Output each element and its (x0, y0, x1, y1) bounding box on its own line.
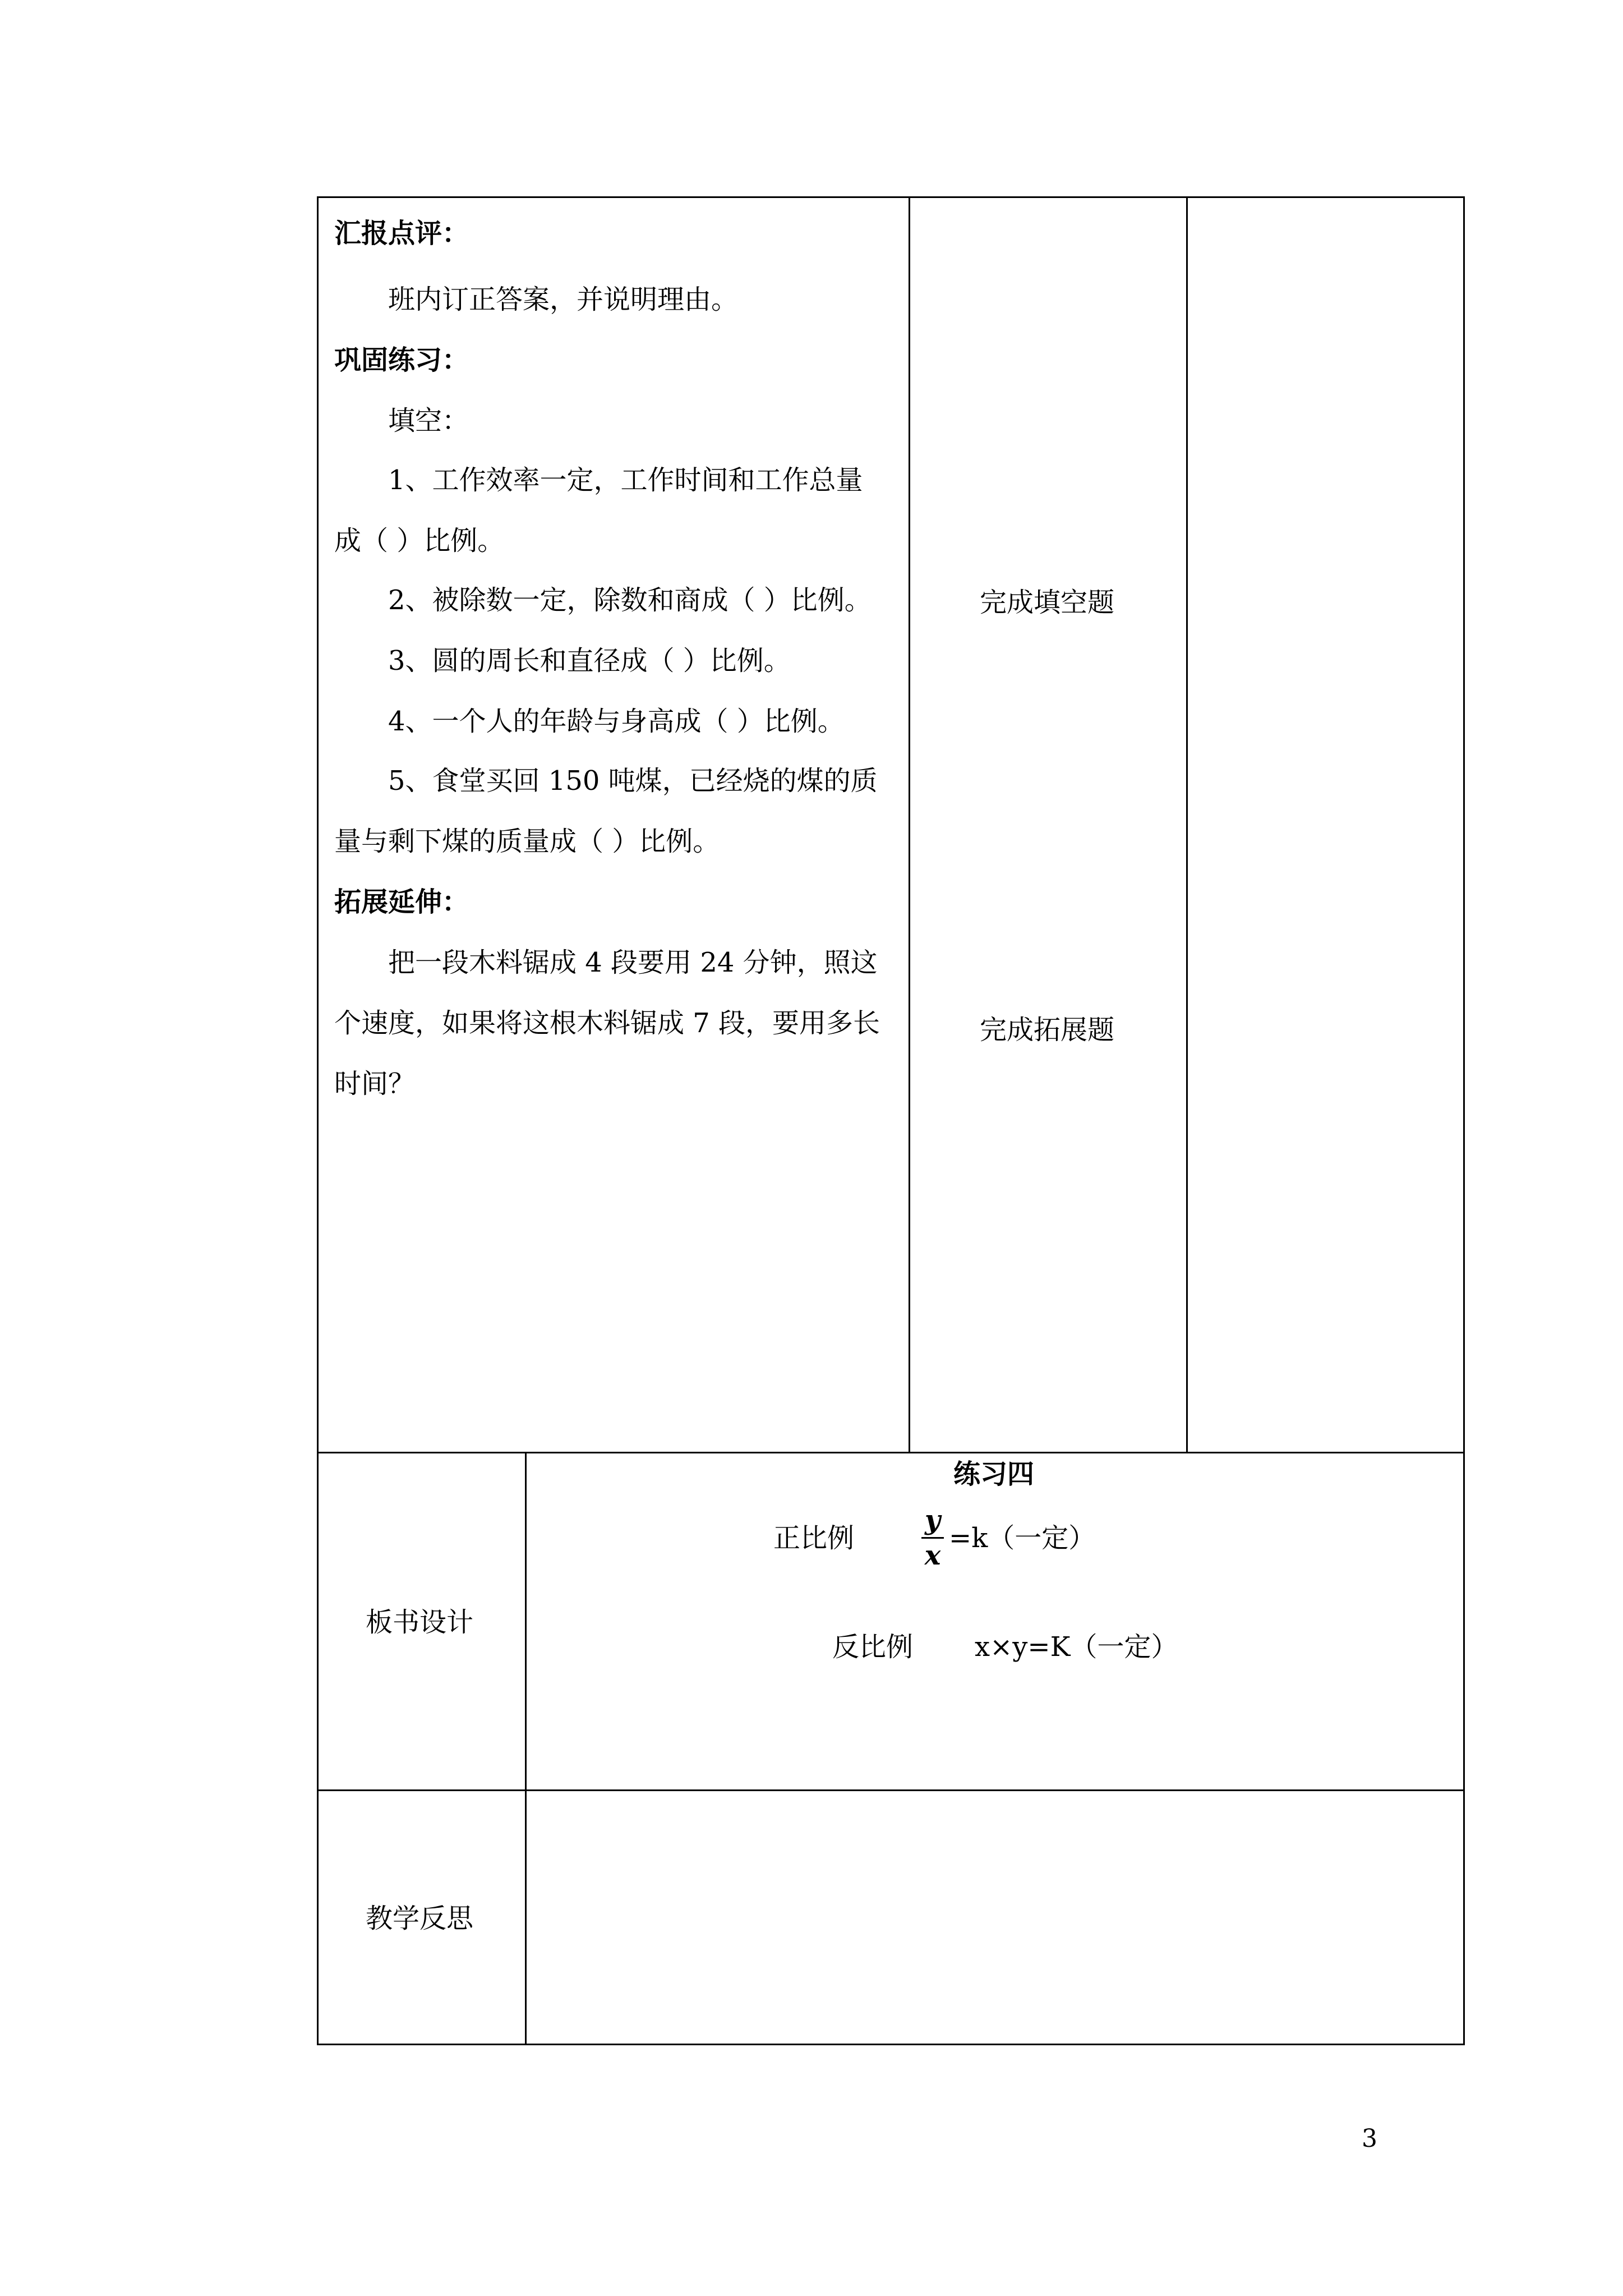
question-1-line-1: 1、工作效率一定，工作时间和工作总量 (388, 464, 863, 496)
page-number: 3 (1362, 2124, 1377, 2153)
report-text: 班内订正答案，并说明理由。 (388, 284, 739, 315)
table-row-divider-2 (317, 1789, 1465, 1791)
inverse-proportion-label: 反比例 (832, 1631, 914, 1663)
extend-line-2: 个速度，如果将这根木料锯成 7 段，要用多长 (334, 1007, 880, 1039)
fraction-numerator: y (925, 1504, 940, 1536)
fraction-y-over-x (921, 1506, 944, 1570)
question-4: 4、一个人的年龄与身高成（ ）比例。 (388, 706, 845, 737)
table-top-border (317, 196, 1465, 198)
extend-line-3: 时间？ (334, 1068, 416, 1099)
table-row-divider-1 (317, 1452, 1465, 1453)
fraction-denominator: x (924, 1540, 941, 1571)
table-right-border (1463, 196, 1465, 2045)
question-5-line-2: 量与剩下煤的质量成（ ）比例。 (334, 826, 720, 857)
fill-task: 完成填空题 (980, 587, 1115, 618)
extend-task: 完成拓展题 (980, 1014, 1115, 1046)
report-heading: 汇报点评： (334, 218, 469, 249)
inverse-proportion-formula: x×y=K（一定） (975, 1631, 1178, 1663)
question-3: 3、圆的周长和直径成（ ）比例。 (388, 645, 791, 677)
reflection-label: 教学反思 (366, 1903, 474, 1934)
extend-line-1: 把一段木料锯成 4 段要用 24 分钟，照这 (388, 947, 878, 978)
column-divider-student (1186, 196, 1188, 1453)
question-5-line-1: 5、食堂买回 150 吨煤，已经烧的煤的质 (388, 765, 878, 797)
column-divider-activity (909, 196, 910, 1453)
board-title: 练习四 (953, 1458, 1035, 1490)
direct-proportion-label: 正比例 (773, 1522, 855, 1554)
fill-label: 填空： (388, 405, 469, 436)
practice-heading: 巩固练习： (334, 344, 469, 376)
question-1-line-2: 成（ ）比例。 (334, 525, 505, 556)
board-label: 板书设计 (366, 1607, 474, 1638)
table-left-border (317, 196, 319, 2045)
table-bottom-border (317, 2044, 1465, 2045)
question-2: 2、被除数一定，除数和商成（ ）比例。 (388, 585, 872, 616)
fraction-bar (921, 1537, 944, 1539)
extend-heading: 拓展延伸： (334, 886, 469, 918)
direct-proportion-formula: =k（一定） (949, 1522, 1096, 1554)
column-divider-label (525, 1452, 527, 2045)
